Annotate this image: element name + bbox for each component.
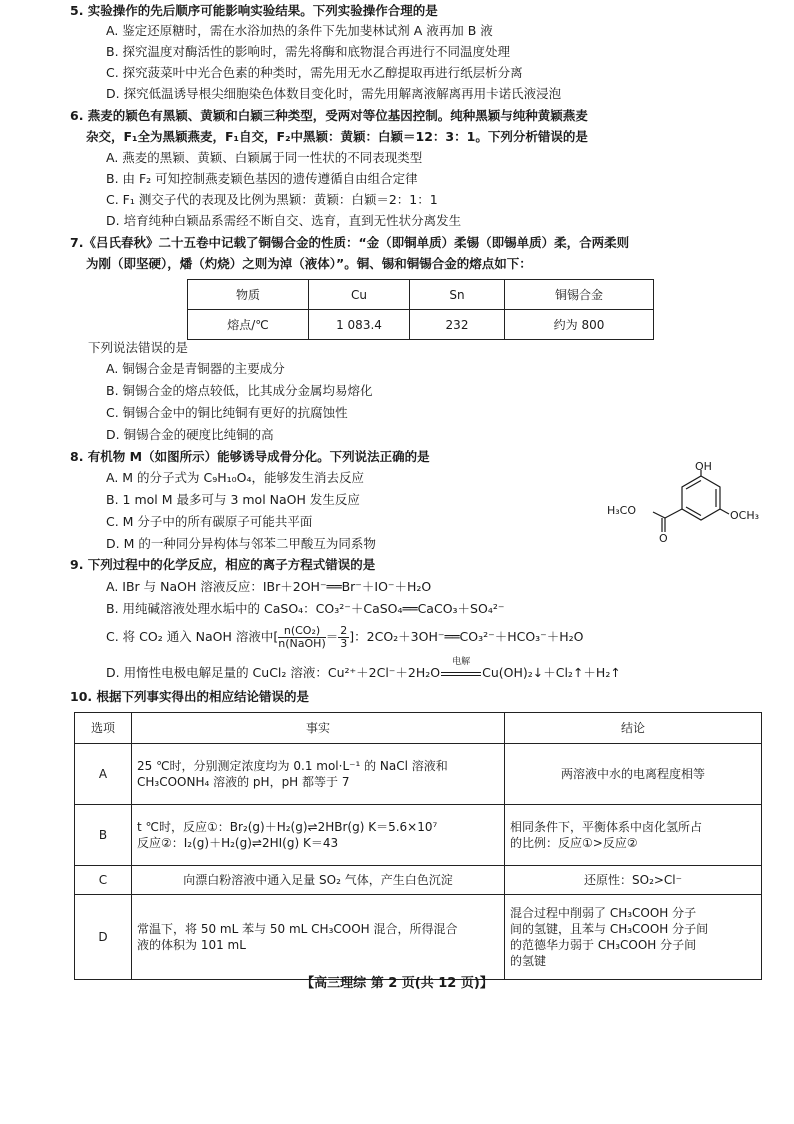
q7-stem-line2: 为刚（即坚硬），燔（灼烧）之则为淖（液体）”。铜、锡和铜锡合金的熔点如下： <box>86 256 532 271</box>
fraction-numerator: 2 <box>340 624 348 637</box>
q9-option-c <box>106 624 584 650</box>
ratio-value-fraction <box>338 625 349 650</box>
benzene-ring <box>682 476 720 520</box>
q6-stem-line1: 6. 燕麦的颖色有黑颖、黄颖和白颖三种类型，受两对等位基因控制。纯种黑颖与纯种黄颖燕麦 <box>70 108 588 123</box>
q6-option-b: B. 由 F₂ 可知控制燕麦颖色基因的遗传遵循自由组合定律 <box>106 171 418 186</box>
table-header: 结论 <box>505 713 762 744</box>
table-cell: 约为 800 <box>505 310 654 340</box>
methoxy-label: OCH₃ <box>730 509 760 522</box>
facts-conclusions-table <box>74 712 762 980</box>
q6-stem-line2: 杂交，F₁全为黑颖燕麦，F₁自交，F₂中黑颖：黄颖：白颖＝12：3：1。下列分析错误的是 <box>86 129 588 144</box>
table-cell: 熔点/℃ <box>188 310 309 340</box>
conclusion-cell: 还原性：SO₂>Cl⁻ <box>505 866 762 895</box>
table-header: 事实 <box>132 713 505 744</box>
q5-option-a: A. 鉴定还原糖时，需在水浴加热的条件下先加斐林试剂 A 液再加 B 液 <box>106 23 493 38</box>
electrolysis-label: 电解 <box>452 657 471 667</box>
q7-prompt: 下列说法错误的是 <box>88 340 189 355</box>
table-header: 选项 <box>75 713 132 744</box>
option-label: D <box>75 895 132 980</box>
q10-stem: 10. 根据下列事实得出的相应结论错误的是 <box>70 689 309 704</box>
table-header: Cu <box>309 280 410 310</box>
q5-stem: 5. 实验操作的先后顺序可能影响实验结果。下列实验操作合理的是 <box>70 3 438 18</box>
q9-option-c-prefix: C. 将 CO₂ 通入 NaOH 溶液中[ <box>106 629 279 644</box>
table-row <box>75 866 762 895</box>
conclusion-cell: 相同条件下，平衡体系中卤化氢所占 的比例：反应①>反应② <box>505 805 762 866</box>
q9-option-d-reactants: D. 用惰性电极电解足量的 CuCl₂ 溶液：Cu²⁺＋2Cl⁻＋2H₂O <box>106 665 441 680</box>
table-cell: 232 <box>410 310 505 340</box>
fraction-denominator: n(NaOH) <box>278 637 326 650</box>
fact-cell: 常温下，将 50 mL 苯与 50 mL CH₃COOH 混合，所得混合 液的体积为 101 mL <box>132 895 505 980</box>
q5-option-b: B. 探究温度对酶活性的影响时，需先将酶和底物混合再进行不同温度处理 <box>106 44 511 59</box>
fact-cell: 向漂白粉溶液中通入足量 SO₂ 气体，产生白色沉淀 <box>132 866 505 895</box>
q6-option-c: C. F₁ 测交子代的表现及比例为黑颖：黄颖：白颖＝2：1：1 <box>106 192 438 207</box>
q9-stem: 9. 下列过程中的化学反应，相应的离子方程式错误的是 <box>70 557 376 572</box>
table-cell: 1 083.4 <box>309 310 410 340</box>
molecule-m-structure <box>603 462 783 544</box>
q8-option-d: D. M 的一种同分异构体与邻苯二甲酸互为同系物 <box>106 536 376 551</box>
carbonyl-o-label: O <box>659 532 668 544</box>
q7-option-b: B. 铜锡合金的熔点较低，比其成分金属均易熔化 <box>106 383 373 398</box>
q9-option-d <box>106 657 621 682</box>
option-label: A <box>75 744 132 805</box>
fraction-numerator: n(CO₂) <box>278 625 325 638</box>
q7-stem-line1: 7.《吕氏春秋》二十五卷中记载了铜锡合金的性质：“金（即铜单质）柔锡（即锡单质）柔，合两柔则 <box>70 235 630 250</box>
oh-label: OH <box>695 462 712 473</box>
q5-option-d: D. 探究低温诱导根尖细胞染色体数目变化时，需先用解离液解离再用卡诺氏液浸泡 <box>106 86 562 101</box>
mole-ratio-fraction <box>278 625 325 650</box>
table-row <box>75 744 762 805</box>
q8-stem: 8. 有机物 M（如图所示）能够诱导成骨分化。下列说法正确的是 <box>70 449 430 464</box>
methyl-ester-label: H₃CO <box>607 504 637 517</box>
q5-option-c: C. 探究菠菜叶中光合色素的种类时，需先用无水乙醇提取再进行纸层析分离 <box>106 65 523 80</box>
page-footer: 【高三理综 第 2 页(共 12 页)】 <box>301 976 493 991</box>
table-row <box>75 805 762 866</box>
option-label: B <box>75 805 132 866</box>
option-label: C <box>75 866 132 895</box>
fact-cell: 25 ℃时，分别测定浓度均为 0.1 mol·L⁻¹ 的 NaCl 溶液和 CH₃COONH₄ 溶液的 pH，pH 都等于 7 <box>132 744 505 805</box>
melting-point-table <box>187 279 654 340</box>
q9-option-a: A. IBr 与 NaOH 溶液反应：IBr＋2OH⁻══Br⁻＋IO⁻＋H₂O <box>106 579 432 594</box>
q9-option-d-products: Cu(OH)₂↓＋Cl₂↑＋H₂↑ <box>482 665 621 680</box>
q7-option-d: D. 铜锡合金的硬度比纯铜的高 <box>106 427 274 442</box>
table-header: Sn <box>410 280 505 310</box>
table-header: 物质 <box>188 280 309 310</box>
q8-option-a: A. M 的分子式为 C₉H₁₀O₄，能够发生消去反应 <box>106 470 365 485</box>
q7-option-c: C. 铜锡合金中的铜比纯铜有更好的抗腐蚀性 <box>106 405 348 420</box>
table-row <box>188 310 654 340</box>
q6-option-d: D. 培育纯种白颖品系需经不断自交、选育，直到无性状分离发生 <box>106 213 462 228</box>
conclusion-cell: 混合过程中削弱了 CH₃COOH 分子 间的氢键，且苯与 CH₃COOH 分子间 的范德华力弱于 CH₃COOH 分子间 的氢键 <box>505 895 762 980</box>
table-row <box>75 895 762 980</box>
table-header: 铜锡合金 <box>505 280 654 310</box>
q6-option-a: A. 燕麦的黑颖、黄颖、白颖属于同一性状的不同表现类型 <box>106 150 423 165</box>
fact-cell: t ℃时，反应①：Br₂(g)＋H₂(g)⇌2HBr(g) K＝5.6×10⁷ 反应②：I₂(g)＋H₂(g)⇌2HI(g) K＝43 <box>132 805 505 866</box>
conclusion-cell: 两溶液中水的电离程度相等 <box>505 744 762 805</box>
q7-option-a: A. 铜锡合金是青铜器的主要成分 <box>106 361 285 376</box>
q8-option-c: C. M 分子中的所有碳原子可能共平面 <box>106 514 313 529</box>
q9-option-b: B. 用纯碱溶液处理水垢中的 CaSO₄：CO₃²⁻＋CaSO₄══CaCO₃＋SO₄²⁻ <box>106 601 505 616</box>
table-header-row <box>75 713 762 744</box>
q8-option-b: B. 1 mol M 最多可与 3 mol NaOH 发生反应 <box>106 492 360 507</box>
table-header-row <box>188 280 654 310</box>
equals-sign: ＝ <box>325 629 339 644</box>
electrolysis-arrow <box>440 657 482 682</box>
q9-option-c-equation: ]：2CO₂＋3OH⁻══CO₃²⁻＋HCO₃⁻＋H₂O <box>349 629 584 644</box>
fraction-denominator: 3 <box>340 637 348 650</box>
